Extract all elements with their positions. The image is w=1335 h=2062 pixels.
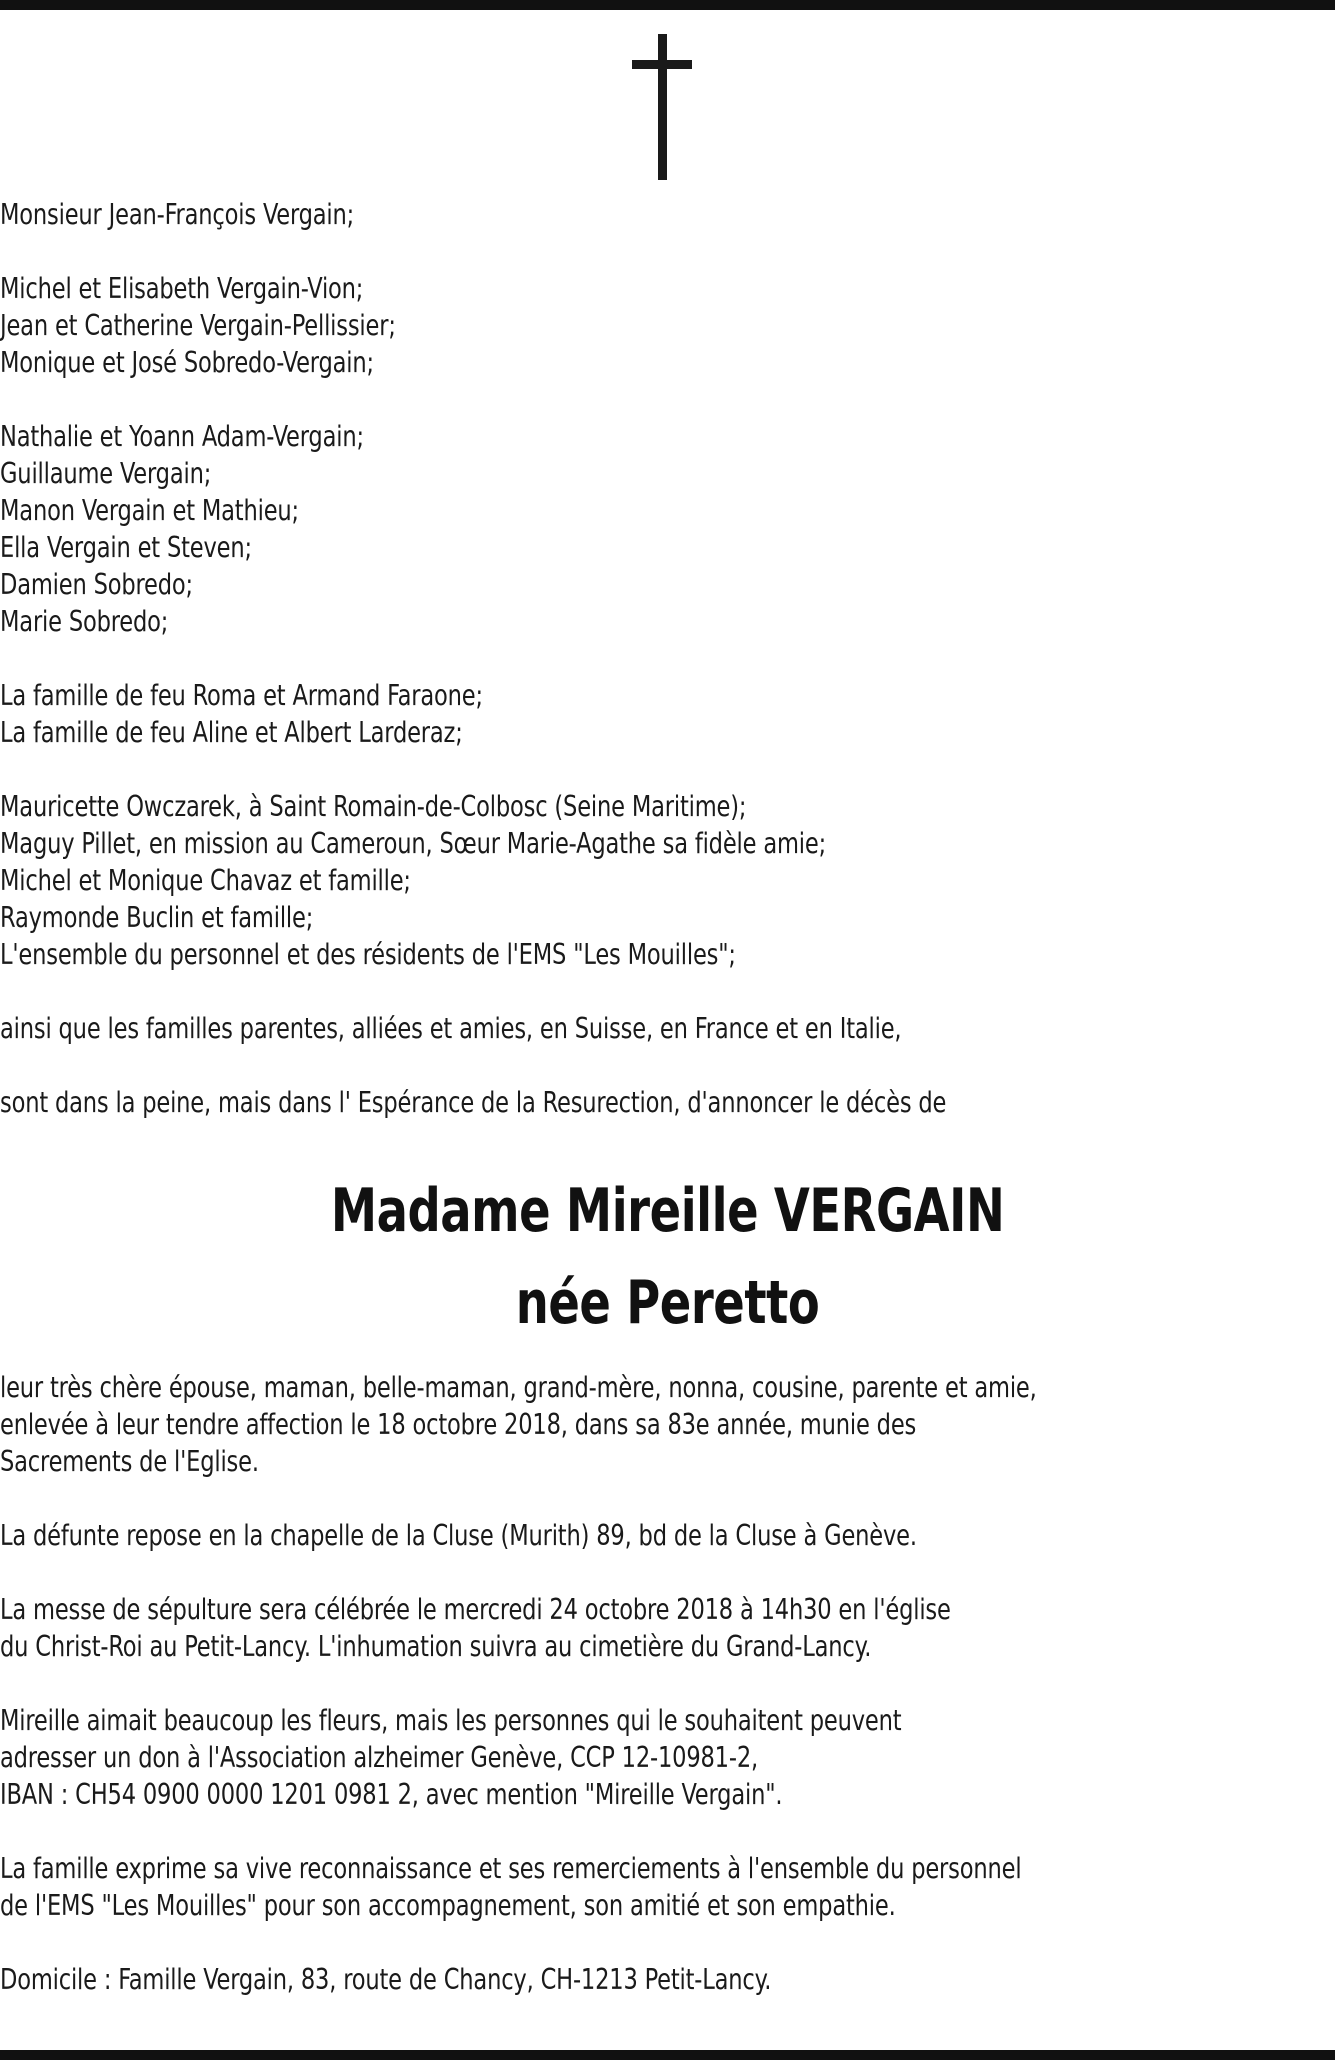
family-paragraph [0, 1010, 1335, 1047]
text-line: Ella Vergain et Steven; [0, 531, 252, 564]
deceased-maiden-name: née Peretto [515, 1268, 820, 1338]
paragraph-spacer [0, 233, 1335, 270]
text-line: Nathalie et Yoann Adam-Vergain; [0, 420, 364, 453]
text-line: ainsi que les familles parentes, alliées et amies, en Suisse, en France et en Italie, [0, 1012, 902, 1045]
paragraph-spacer [0, 640, 1335, 677]
text-line: Mireille aimait beaucoup les fleurs, mais les personnes qui le souhaitent peuvent [0, 1704, 902, 1737]
family-paragraph [0, 196, 1335, 233]
text-line: du Christ-Roi au Petit-Lancy. L'inhumation suivra au cimetière du Grand-Lancy. [0, 1630, 872, 1663]
text-line: Mauricette Owczarek, à Saint Romain-de-Colbosc (Seine Maritime); [0, 790, 747, 823]
details-paragraph [0, 1702, 1335, 1813]
text-line: IBAN : CH54 0900 0000 1201 0981 2, avec mention "Mireille Vergain". [0, 1778, 783, 1811]
cross-icon [632, 34, 692, 180]
paragraph-spacer [0, 1480, 1335, 1517]
family-paragraph [0, 1084, 1335, 1121]
top-border-rule [0, 0, 1335, 10]
text-line: L'ensemble du personnel et des résidents de l'EMS "Les Mouilles"; [0, 938, 736, 971]
paragraph-spacer [0, 1813, 1335, 1850]
text-line: sont dans la peine, mais dans l' Espérance de la Resurection, d'annoncer le décès de [0, 1086, 947, 1119]
paragraph-spacer [0, 751, 1335, 788]
paragraph-spacer [0, 1554, 1335, 1591]
paragraph-spacer [0, 973, 1335, 1010]
text-line: La défunte repose en la chapelle de la Cluse (Murith) 89, bd de la Cluse à Genève. [0, 1519, 917, 1552]
paragraph-spacer [0, 1924, 1335, 1961]
details-paragraph [0, 1517, 1335, 1554]
text-line: enlevée à leur tendre affection le 18 octobre 2018, dans sa 83e année, munie des [0, 1408, 917, 1441]
text-line: Michel et Monique Chavaz et famille; [0, 864, 411, 897]
text-line: Monsieur Jean-François Vergain; [0, 198, 355, 231]
text-line: Damien Sobredo; [0, 568, 193, 601]
text-line: leur très chère épouse, maman, belle-maman, grand-mère, nonna, cousine, parente et amie, [0, 1371, 1037, 1404]
text-line: Domicile : Famille Vergain, 83, route de Chancy, CH-1213 Petit-Lancy. [0, 1963, 772, 1996]
text-line: La messe de sépulture sera célébrée le mercredi 24 octobre 2018 à 14h30 en l'église [0, 1593, 951, 1626]
text-line: Michel et Elisabeth Vergain-Vion; [0, 272, 364, 305]
family-paragraph [0, 788, 1335, 973]
text-line: Guillaume Vergain; [0, 457, 212, 490]
paragraph-spacer [0, 1047, 1335, 1084]
details-paragraph [0, 1591, 1335, 1665]
funeral-details [0, 1369, 1335, 1998]
family-paragraph [0, 418, 1335, 640]
text-line: La famille exprime sa vive reconnaissance et ses remerciements à l'ensemble du personnel [0, 1852, 1022, 1885]
text-line: La famille de feu Aline et Albert Larderaz; [0, 716, 463, 749]
details-paragraph [0, 1369, 1335, 1480]
text-line: Raymonde Buclin et famille; [0, 901, 314, 934]
text-line: Manon Vergain et Mathieu; [0, 494, 299, 527]
bottom-border-rule [0, 2050, 1335, 2060]
text-line: Maguy Pillet, en mission au Cameroun, Sœur Marie-Agathe sa fidèle amie; [0, 827, 827, 860]
text-line: Marie Sobredo; [0, 605, 169, 638]
family-paragraph [0, 677, 1335, 751]
paragraph-spacer [0, 381, 1335, 418]
family-announcement [0, 196, 1335, 1121]
text-line: de l'EMS "Les Mouilles" pour son accompagnement, son amitié et son empathie. [0, 1889, 896, 1922]
details-paragraph [0, 1961, 1335, 1998]
text-line: Sacrements de l'Eglise. [0, 1445, 259, 1478]
details-paragraph [0, 1850, 1335, 1924]
text-line: La famille de feu Roma et Armand Faraone; [0, 679, 483, 712]
deceased-name: Madame Mireille VERGAIN [330, 1176, 1005, 1246]
text-line: adresser un don à l'Association alzheimer Genève, CCP 12-10981-2, [0, 1741, 758, 1774]
text-line: Monique et José Sobredo-Vergain; [0, 346, 374, 379]
paragraph-spacer [0, 1665, 1335, 1702]
family-paragraph [0, 270, 1335, 381]
text-line: Jean et Catherine Vergain-Pellissier; [0, 309, 396, 342]
